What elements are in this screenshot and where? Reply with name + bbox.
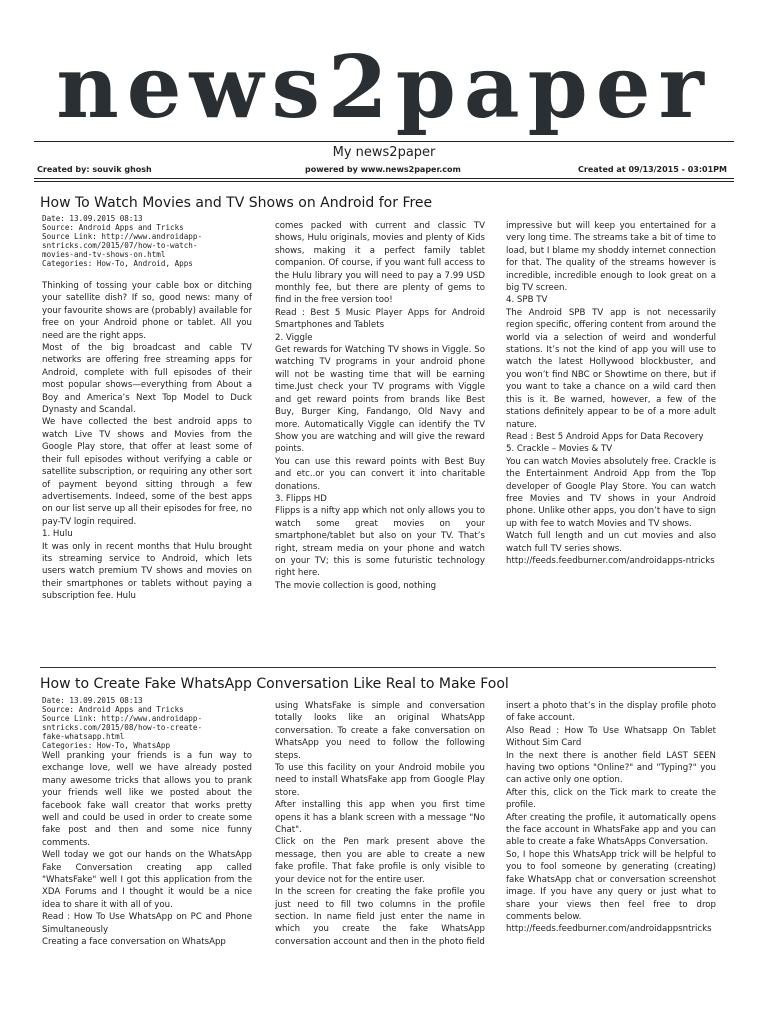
article-divider: [40, 667, 716, 668]
article-title[interactable]: How To Watch Movies and TV Shows on Android for Free: [40, 195, 433, 211]
created-at: Created at 09/13/2015 - 03:01PM: [578, 165, 727, 174]
meta-rule-bottom: [34, 181, 734, 182]
paragraph: It was only in recent months that Hulu brought its streaming service to Android, which lets users watch premium TV shows and movies on their smartphones or tablets without paying a subscription fee. Hulu: [42, 541, 252, 602]
article-meta: [42, 696, 252, 750]
paragraph: To use this facility on your Android mobile you need to install WhatsFake app from Google Play store.: [275, 763, 485, 798]
masthead-rule: [34, 141, 734, 142]
paragraph: 1. Hulu: [42, 529, 73, 540]
paragraph: using WhatsFake is simple and conversation totally looks like an original WhatsApp conversation. To create a fake conversation on WhatsApp you need to follow the following steps.: [275, 701, 485, 761]
article-date: Date: 13.09.2015 08:13: [42, 214, 143, 223]
paragraph: Well pranking your friends is a fun way to exchange love, well we have already posted many awesome tricks that allows you to prank your friends well like we posted about the facebook fake wall creator that works pretty well and could be used in order to create some fake post and then and some nice funny comments.: [42, 751, 252, 848]
article-source-link[interactable]: movies-and-tv-shows-on.html: [42, 250, 166, 259]
article-column-2: [275, 220, 485, 660]
paragraph: Get rewards for Watching TV shows in Viggle. So watching TV programs in your android phone will not be wasting time that will be earning time.Just check your TV programs with Viggle and get reward points from brands like Best Buy, Burger King, Fandango, Old Navy and more. Automatically Viggle can identify the TV Show you are watching and will give the reward points.: [275, 345, 485, 455]
meta-rule-top: [34, 178, 734, 179]
paragraph: Read : Best 5 Music Player Apps for Android Smartphones and Tablets: [275, 307, 485, 331]
article-column-3: [506, 700, 716, 1018]
article-source-link[interactable]: sntricks.com/2015/07/how-to-watch-: [42, 241, 198, 250]
paragraph: The movie collection is good, nothing: [275, 580, 437, 591]
paragraph: The Android SPB TV app is not necessarily region specific, offering content from around the world via a selection of weird and wonderful stations. It’s not the kind of app you will use to watch the latest Hollywood blockbuster, and you won’t find NBC or Showtime on there, but if you want to take a chance on a wild card then this is it. Be warned, however, a few of the stations definitely appear to be of a more adult nature.: [506, 307, 716, 430]
paragraph: Read : How To Use WhatsApp on PC and Phone Simultaneously: [42, 912, 252, 935]
paragraph: impressive but will keep you entertained for a very long time. The streams take a bit of time to load, but I blame my shoddy internet connection for that. The quality of the streams however is incredible, incredible enough to look great on a big TV screen.: [506, 221, 716, 294]
paragraph: After creating the profile, it automatically opens the face account in WhatsFake app and you can able to create a fake WhatsApps Conversation.: [506, 812, 716, 848]
article-source: Source: Android Apps and Tricks: [42, 223, 184, 232]
paragraph: You can use this reward points with Best Buy and etc..or you can convert it into charitable donations.: [275, 456, 485, 492]
article-source-link[interactable]: sntricks.com/2015/08/how-to-create-: [42, 723, 203, 732]
paragraph: 4. SPB TV: [506, 295, 548, 306]
paragraph: In the screen for creating the fake profile you just need to fill two columns in the profile section. In name field just enter the name in which you create the fake WhatsApp conversation account and then in the photo field: [275, 887, 485, 947]
article-source-link[interactable]: Source Link: http://www.androidapp-: [42, 714, 203, 723]
article-categories: Categories: How-To, WhatsApp: [42, 741, 171, 750]
article-column-1: [42, 696, 252, 1018]
masthead-logo: news2paper: [56, 37, 712, 138]
paragraph: Most of the big broadcast and cable TV networks are offering free streaming apps for Android, complete with full episodes of their most popular shows—everything from About a Boy and America’s Next Top Model to Duck Dynasty and Scandal.: [42, 343, 252, 416]
paragraph: In the next there is another field LAST SEEN having two options "Online?" and "Typing?" you can active only one option.: [506, 750, 716, 786]
paragraph: You can watch Movies absolutely free. Crackle is the Entertainment Android App from the Top developer of Google Play Store. You can watch free Movies and TV shows in your Android phone. Unlike other apps, you don’t have to sign up with fee to watch Movies and TV shows.: [506, 456, 716, 529]
paragraph: Watch full length and un cut movies and also watch full TV series shows.: [506, 531, 716, 554]
paragraph: Read : Best 5 Android Apps for Data Recovery: [506, 431, 704, 442]
paragraph: Click on the Pen mark present above the message, then you are able to create a new fake profile. That fake profile is only visible to your device not for the entire user.: [275, 837, 485, 885]
article-source-link[interactable]: Source Link: http://www.androidapp-: [42, 232, 203, 241]
paragraph: comes packed with current and classic TV shows, Hulu originals, movies and plenty of Kids shows, making it a perfect family tablet companion. Of course, if you want full access to the Hulu library you will need to pay a 7.99 USD monthly fee, but there are plenty of gems to find in the free version too!: [275, 221, 485, 306]
created-by: Created by: souvik ghosh: [37, 165, 152, 174]
paragraph: 5. Crackle – Movies & TV: [506, 444, 613, 455]
paragraph: Well today we got our hands on the WhatsApp Fake Conversation creating app called "WhatsFake" well I got this application from the XDA Forums and I thought it would be a nice idea to share it with all of you.: [42, 850, 252, 910]
masthead-subtitle: My news2paper: [332, 145, 436, 160]
paragraph: We have collected the best android apps to watch Live TV shows and Movies from the Google Play store, that offer at least some of their full episodes without verifying a cable or satellite subscription, or requiring any other sort of payment beyond sitting through a few advertisements. Indeed, some of the best apps on our list serve up all their episodes for free, no pay-TV login required.: [42, 417, 252, 527]
article-meta: [42, 214, 252, 268]
feed-link[interactable]: http://feeds.feedburner.com/androidappsntricks: [506, 924, 712, 935]
article-categories: Categories: How-To, Android, Apps: [42, 259, 193, 268]
article-date: Date: 13.09.2015 08:13: [42, 696, 143, 705]
paragraph: So, I hope this WhatsApp trick will be helpful to you to fool someone by generating (creating) fake WhatsApp chat or conversation screenshot image. If you have any query or just what to share your views then feel free to drop comments below.: [506, 849, 716, 922]
article-column-2: [275, 700, 485, 1018]
article-source-link[interactable]: fake-whatsapp.html: [42, 732, 125, 741]
paragraph: 2. Viggle: [275, 332, 313, 343]
article-column-3: [506, 220, 716, 660]
paragraph: 3. Flipps HD: [275, 493, 327, 504]
paragraph: Thinking of tossing your cable box or ditching your satellite dish? If so, good news: many of your favourite shows are (probably) available for free on your Android phone or tablet. All you need are the right apps.: [42, 281, 252, 341]
paragraph: Flipps is a nifty app which not only allows you to watch some great movies on your smartphone/tablet but also on your TV. That’s right, stream media on your phone and watch on your TV; this is some futuristic technology right here.: [275, 506, 485, 579]
article-source: Source: Android Apps and Tricks: [42, 705, 184, 714]
paragraph: After installing this app when you first time opens it has a blank screen with a message "No Chat".: [275, 800, 485, 836]
paragraph: Creating a face conversation on WhatsApp: [42, 937, 226, 948]
paragraph: Also Read : How To Use Whatsapp On Tablet Without Sim Card: [506, 725, 716, 749]
powered-by-link[interactable]: powered by www.news2paper.com: [305, 165, 461, 174]
paragraph: insert a photo that’s in the display profile photo of fake account.: [506, 701, 716, 724]
article-column-1: [42, 214, 252, 661]
feed-link[interactable]: http://feeds.feedburner.com/androidapps-ntricks: [506, 555, 715, 566]
article-title[interactable]: How to Create Fake WhatsApp Conversation Like Real to Make Fool: [40, 676, 509, 692]
paragraph: After this, click on the Tick mark to create the profile.: [506, 787, 716, 811]
